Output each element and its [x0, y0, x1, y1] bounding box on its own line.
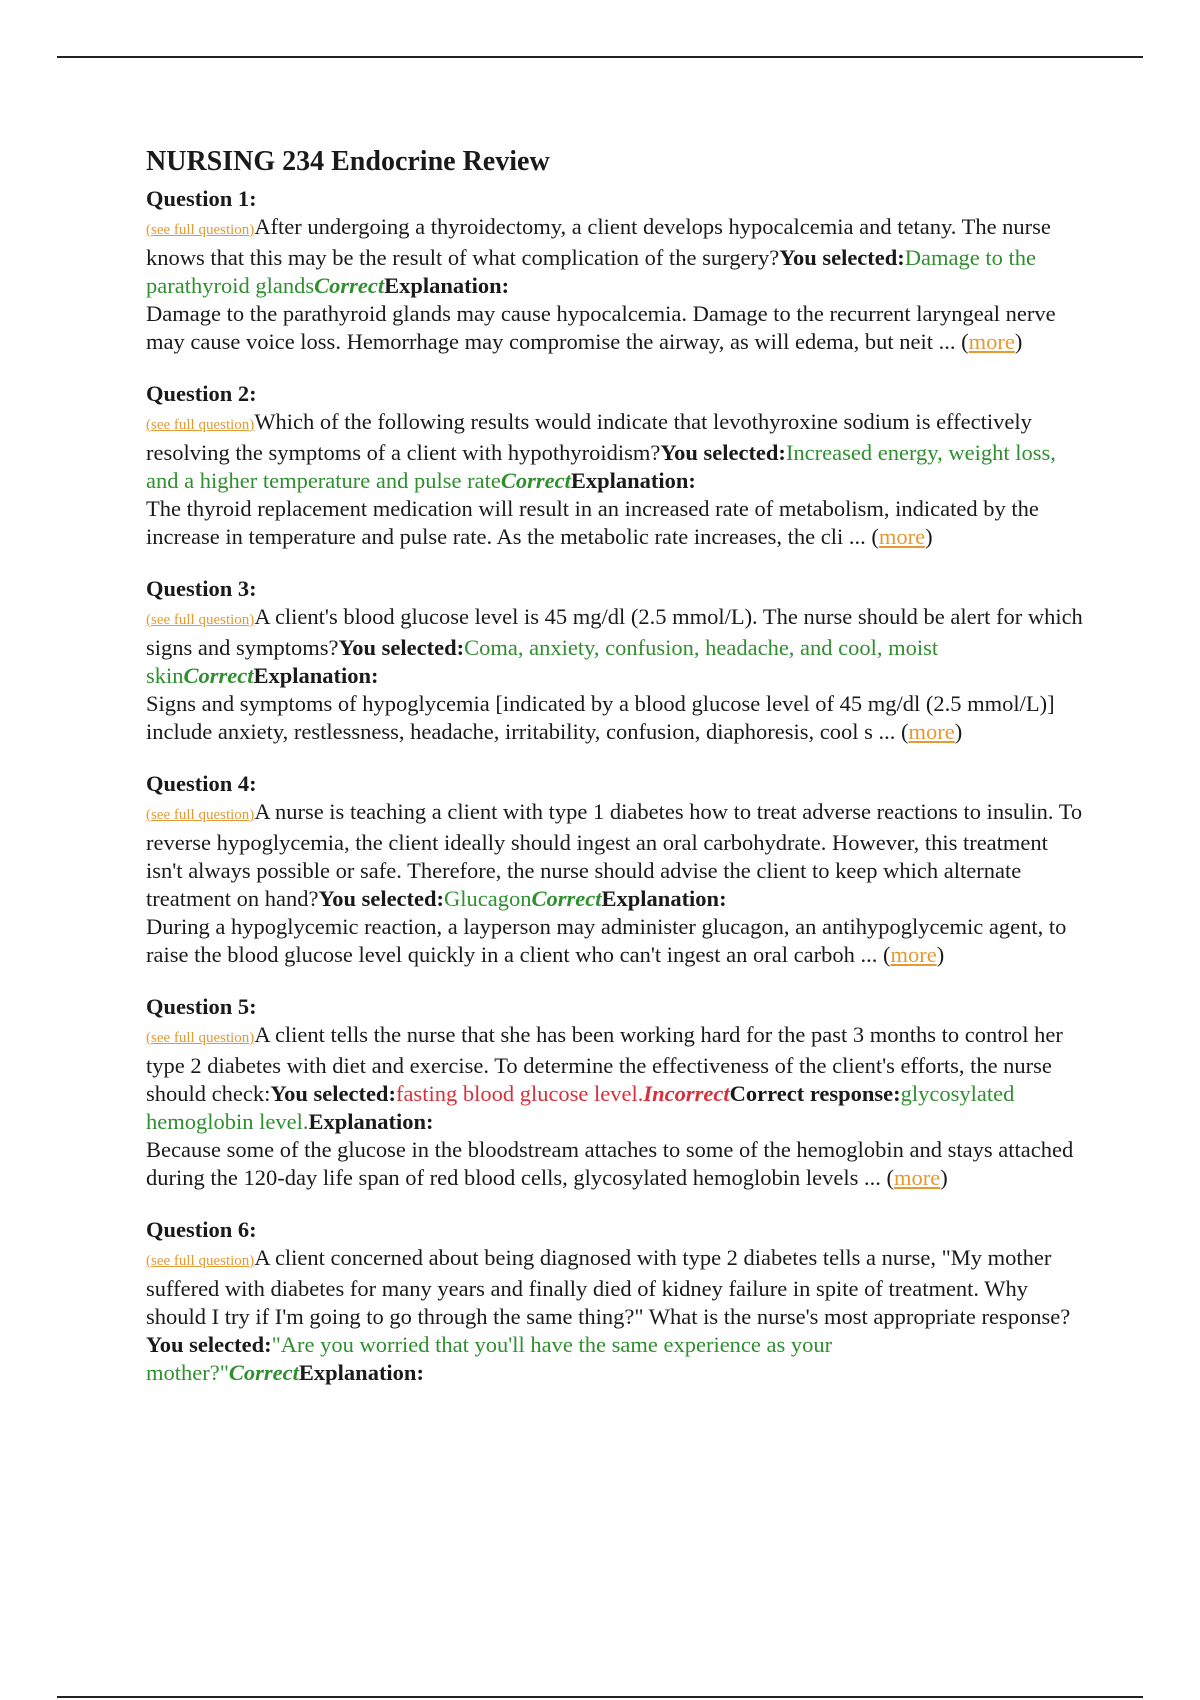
you-selected-label: You selected: — [270, 1081, 396, 1106]
correct-verdict: Correct — [228, 1360, 299, 1385]
question-title: Question 4: — [146, 771, 257, 796]
selected-answer: fasting blood glucose level. — [395, 1081, 644, 1106]
explanation-text — [146, 690, 1086, 746]
question-text: After undergoing a thyroidectomy, a client develops hypocalcemia and tetany. The nurse knows that this may be the result of what complication of the surgery? — [146, 214, 1051, 270]
correct-response-answer: glycosylated hemoglobin level. — [146, 1081, 1015, 1134]
explanation-text — [146, 913, 1086, 969]
bottom-rule — [57, 1696, 1143, 1698]
see-full-question-link[interactable]: (see full question) — [146, 1253, 255, 1269]
question-title: Question 5: — [146, 994, 257, 1019]
see-full-question-link[interactable]: (see full question) — [146, 612, 255, 628]
more-link[interactable]: more — [890, 942, 937, 967]
question-body — [146, 603, 1086, 690]
explanation-label: Explanation: — [298, 1360, 424, 1385]
paren-open: ( — [882, 942, 891, 967]
you-selected-label: You selected: — [318, 886, 445, 911]
question-2 — [146, 380, 1086, 551]
correct-verdict: Correct — [500, 468, 571, 493]
document-body — [146, 145, 1086, 1411]
question-title: Question 6: — [146, 1217, 257, 1242]
explanation-body: Damage to the parathyroid glands may cause hypocalcemia. Damage to the recurrent laryngeal nerve may cause voice loss. Hemorrhage may compromise the airway, as will edema, but neit ... — [146, 301, 1056, 354]
explanation-label: Explanation: — [253, 663, 379, 688]
incorrect-verdict: Incorrect — [643, 1081, 730, 1106]
see-full-question-link[interactable]: (see full question) — [146, 417, 255, 433]
correct-verdict: Correct — [183, 663, 254, 688]
question-body — [146, 798, 1086, 913]
more-link[interactable]: more — [908, 719, 955, 744]
question-title: Question 3: — [146, 576, 257, 601]
see-full-question-link[interactable]: (see full question) — [146, 807, 255, 823]
explanation-text — [146, 495, 1086, 551]
document-title: NURSING 234 Endocrine Review — [146, 146, 550, 177]
selected-answer: Glucagon — [444, 886, 532, 911]
paren-close: ) — [1014, 329, 1023, 354]
selected-answer: Damage to the parathyroid glands — [146, 245, 1036, 298]
question-6 — [146, 1216, 1086, 1387]
correct-verdict: Correct — [314, 273, 385, 298]
question-text: A client's blood glucose level is 45 mg/dl (2.5 mmol/L). The nurse should be alert for which signs and symptoms? — [146, 604, 1083, 660]
question-3 — [146, 575, 1086, 746]
you-selected-label: You selected: — [779, 245, 905, 270]
explanation-body: Signs and symptoms of hypoglycemia [indicated by a blood glucose level of 45 mg/dl (2.5 mmol/L)] include anxiety, restlessness, headache, irritability, confusion, diaphoresis, cool s ... — [146, 691, 1055, 744]
paren-open: ( — [901, 719, 909, 744]
explanation-label: Explanation: — [570, 468, 696, 493]
explanation-body: During a hypoglycemic reaction, a layperson may administer glucagon, an antihypoglycemic agent, to raise the blood glucose level quickly in a client who can't ingest an oral carboh ... — [146, 914, 1067, 967]
correct-verdict: Correct — [531, 886, 602, 911]
selected-answer: "Are you worried that you'll have the same experience as your mother?" — [146, 1332, 833, 1385]
you-selected-label: You selected: — [660, 440, 786, 465]
more-link[interactable]: more — [878, 524, 926, 549]
question-body — [146, 1244, 1086, 1387]
paren-close: ) — [954, 719, 963, 744]
question-1 — [146, 185, 1086, 356]
you-selected-label: You selected: — [338, 635, 465, 660]
question-text: A client tells the nurse that she has been working hard for the past 3 months to control her type 2 diabetes with diet and exercise. To determine the effectiveness of the client's efforts, the nurse should check: — [146, 1022, 1063, 1106]
paren-close: ) — [940, 1165, 948, 1190]
paren-close: ) — [925, 524, 933, 549]
see-full-question-link[interactable]: (see full question) — [146, 1030, 255, 1046]
explanation-text — [146, 1136, 1086, 1192]
selected-answer: Coma, anxiety, confusion, headache, and cool, moist skin — [146, 635, 939, 688]
paren-open: ( — [886, 1165, 894, 1190]
question-title: Question 2: — [146, 381, 257, 406]
you-selected-label: You selected: — [146, 1332, 272, 1357]
paren-open: ( — [871, 524, 879, 549]
question-body — [146, 408, 1086, 495]
question-text: Which of the following results would indicate that levothyroxine sodium is effectively resolving the symptoms of a client with hypothyroidism? — [146, 409, 1032, 465]
question-body — [146, 213, 1086, 300]
question-text: A client concerned about being diagnosed with type 2 diabetes tells a nurse, "My mother suffered with diabetes for many years and finally died of kidney failure in spite of treatment. Why should I try if I'm going to go through the same thing?" What is the nurse's most appropriate response? — [146, 1245, 1071, 1329]
explanation-label: Explanation: — [384, 273, 510, 298]
paren-close: ) — [936, 942, 945, 967]
question-body — [146, 1021, 1086, 1136]
question-5 — [146, 993, 1086, 1192]
see-full-question-link[interactable]: (see full question) — [146, 222, 255, 238]
top-rule — [57, 56, 1143, 58]
question-text: A nurse is teaching a client with type 1 diabetes how to treat adverse reactions to insulin. To reverse hypoglycemia, the client ideally should ingest an oral carbohydrate. However, this treatment isn't always possible or safe. Therefore, the nurse should advise the client to keep which alternate treatment on hand? — [146, 799, 1083, 911]
explanation-body: The thyroid replacement medication will result in an increased rate of metabolism, indicated by the increase in temperature and pulse rate. As the metabolic rate increases, the cli ... — [146, 496, 1039, 549]
correct-response-label: Correct response: — [729, 1081, 901, 1106]
explanation-body: Because some of the glucose in the bloodstream attaches to some of the hemoglobin and stays attached during the 120-day life span of red blood cells, glycosylated hemoglobin levels ... — [146, 1137, 1074, 1190]
question-4 — [146, 770, 1086, 969]
explanation-text — [146, 300, 1086, 356]
more-link[interactable]: more — [893, 1165, 941, 1190]
selected-answer: Increased energy, weight loss, and a higher temperature and pulse rate — [146, 440, 1056, 493]
paren-open: ( — [961, 329, 969, 354]
explanation-label: Explanation: — [601, 886, 727, 911]
explanation-label: Explanation: — [308, 1109, 434, 1134]
question-title: Question 1: — [146, 186, 257, 211]
more-link[interactable]: more — [968, 329, 1015, 354]
